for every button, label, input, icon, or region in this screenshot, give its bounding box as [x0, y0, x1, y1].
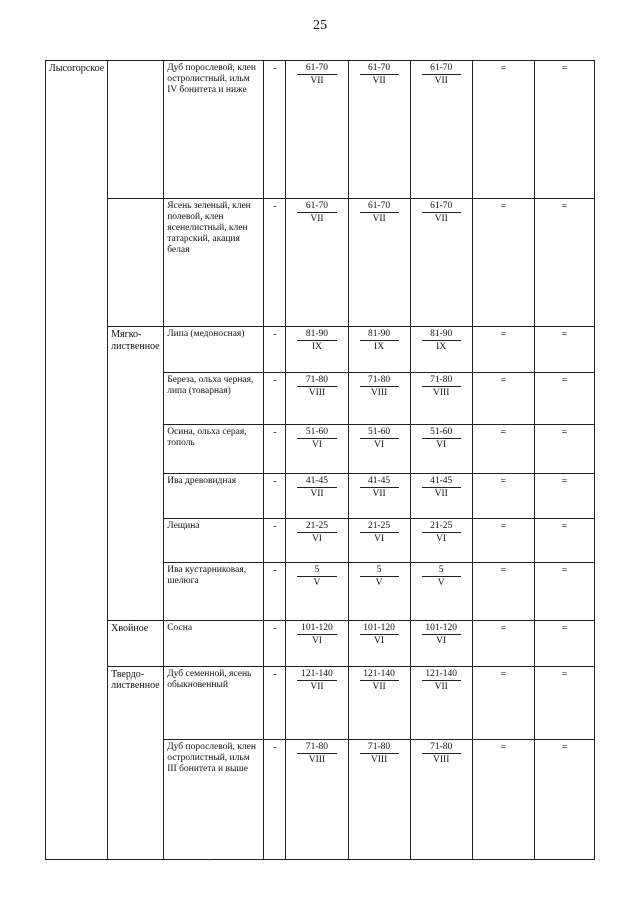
age-range: 61-70: [360, 63, 399, 75]
age-class-cell: [410, 198, 472, 327]
age-class-cell: [348, 198, 410, 327]
zone-cell: Лысогорское: [46, 61, 108, 860]
age-class: V: [437, 577, 445, 588]
ditto-cell: =: [472, 666, 534, 740]
age-range: 5: [297, 565, 336, 577]
age-class: VII: [372, 489, 386, 500]
age-class: IX: [311, 342, 322, 353]
ditto-cell: =: [472, 327, 534, 373]
age-range: 5: [422, 565, 461, 577]
age-range: 61-70: [360, 201, 399, 213]
species-cell: Липа (медоносная): [164, 327, 264, 373]
age-range: 61-70: [297, 63, 336, 75]
age-range: 71-80: [422, 742, 461, 754]
table-frame: [45, 60, 595, 860]
age-class-cell: [410, 621, 472, 667]
ditto-cell: =: [534, 373, 594, 425]
dash-cell: -: [264, 327, 286, 373]
dash-cell: -: [264, 666, 286, 740]
age-class: VII: [372, 681, 386, 692]
age-class: VIII: [433, 755, 450, 766]
table-row: [46, 198, 595, 327]
ditto-cell: =: [534, 474, 594, 518]
group-cell: Твердо-лиственное: [108, 666, 164, 859]
age-class-cell: [348, 621, 410, 667]
age-class: VIII: [308, 388, 326, 399]
age-class-cell: [410, 740, 472, 860]
age-range: 121-140: [360, 669, 399, 681]
age-range: 41-45: [422, 476, 461, 488]
age-class-cell: [286, 518, 348, 562]
age-range: 71-80: [360, 742, 399, 754]
age-range: 81-90: [422, 329, 461, 341]
species-cell: Дуб семенной, ясень обыкновенный: [164, 666, 264, 740]
species-cell: Дуб порослевой, клен остролистный, ильм III бонитета и выше: [164, 740, 264, 860]
age-class-cell: [286, 425, 348, 474]
age-range: 71-80: [297, 375, 336, 387]
age-range: 41-45: [297, 476, 336, 488]
age-class-cell: [348, 425, 410, 474]
species-cell: Сосна: [164, 621, 264, 667]
age-class-cell: [348, 666, 410, 740]
ditto-cell: =: [472, 373, 534, 425]
group-cell: [108, 61, 164, 199]
age-class: VIII: [370, 388, 388, 399]
dash-cell: -: [264, 61, 286, 199]
ditto-cell: =: [472, 198, 534, 327]
age-class-cell: [410, 474, 472, 518]
age-range: 81-90: [297, 329, 336, 341]
age-range: 21-25: [360, 521, 399, 533]
age-class: VII: [310, 213, 324, 224]
age-class-cell: [286, 198, 348, 327]
table-row: [46, 327, 595, 373]
ditto-cell: =: [472, 425, 534, 474]
scan-speck: ·: [208, 856, 211, 865]
species-cell: Лещина: [164, 518, 264, 562]
age-class: VI: [436, 635, 447, 646]
age-class-cell: [348, 61, 410, 199]
age-range: 101-120: [360, 623, 399, 635]
age-class: V: [375, 577, 383, 588]
table-row: [46, 621, 595, 667]
page-number: 25: [313, 18, 327, 33]
age-class: VII: [372, 213, 386, 224]
age-class-cell: [286, 666, 348, 740]
age-class: IX: [374, 342, 385, 353]
ditto-cell: =: [472, 621, 534, 667]
age-class: VI: [436, 533, 447, 544]
ditto-cell: =: [534, 61, 594, 199]
age-range: 51-60: [297, 427, 336, 439]
age-range: 21-25: [297, 521, 336, 533]
age-range: 81-90: [360, 329, 399, 341]
age-class: VII: [434, 489, 448, 500]
ditto-cell: =: [472, 518, 534, 562]
age-class-cell: [348, 327, 410, 373]
dash-cell: -: [264, 474, 286, 518]
age-class-cell: [348, 518, 410, 562]
age-class-cell: [410, 562, 472, 620]
age-class-cell: [410, 518, 472, 562]
age-class-cell: [410, 666, 472, 740]
age-class-cell: [348, 373, 410, 425]
age-range: 121-140: [422, 669, 461, 681]
age-range: 71-80: [360, 375, 399, 387]
dash-cell: -: [264, 425, 286, 474]
age-class: VII: [434, 213, 448, 224]
species-cell: Осина, ольха серая, тополь: [164, 425, 264, 474]
age-range: 101-120: [297, 623, 336, 635]
age-class: VII: [310, 681, 324, 692]
ditto-cell: =: [534, 425, 594, 474]
age-class-cell: [348, 474, 410, 518]
dash-cell: -: [264, 740, 286, 860]
ditto-cell: =: [534, 621, 594, 667]
age-class: IX: [436, 342, 447, 353]
group-cell: Мягко-лиственное: [108, 327, 164, 621]
age-class-cell: [286, 562, 348, 620]
age-range: 101-120: [422, 623, 461, 635]
table-row: [46, 61, 595, 199]
age-range: 61-70: [297, 201, 336, 213]
age-class-cell: [410, 425, 472, 474]
age-class: VII: [434, 681, 448, 692]
species-cell: Ива кустарниковая, шелюга: [164, 562, 264, 620]
age-class-cell: [286, 740, 348, 860]
age-class-cell: [286, 327, 348, 373]
ditto-cell: =: [534, 518, 594, 562]
age-range: 61-70: [422, 201, 461, 213]
dash-cell: -: [264, 621, 286, 667]
age-class: VI: [311, 440, 322, 451]
age-class: VIII: [308, 755, 326, 766]
species-cell: Ива древовидная: [164, 474, 264, 518]
age-class-cell: [286, 474, 348, 518]
age-class: VI: [436, 440, 447, 451]
species-cell: Ясень зеленый, клен полевой, клен ясенелистный, клен татарский, акация белая: [164, 198, 264, 327]
table-row: [46, 666, 595, 740]
age-class: V: [313, 577, 321, 588]
age-class-cell: [286, 621, 348, 667]
age-range: 41-45: [360, 476, 399, 488]
ditto-cell: =: [534, 666, 594, 740]
ditto-cell: =: [534, 740, 594, 860]
dash-cell: -: [264, 373, 286, 425]
ditto-cell: =: [472, 562, 534, 620]
age-class-cell: [348, 740, 410, 860]
age-class-cell: [286, 61, 348, 199]
age-range: 51-60: [360, 427, 399, 439]
cutting-age-table: [45, 60, 595, 860]
species-cell: Береза, ольха черная, липа (товарная): [164, 373, 264, 425]
group-cell: [108, 198, 164, 327]
age-class: VI: [311, 533, 322, 544]
ditto-cell: =: [472, 474, 534, 518]
age-range: 71-80: [422, 375, 461, 387]
age-class-cell: [348, 562, 410, 620]
age-class: VIII: [433, 388, 450, 399]
age-class: VI: [311, 635, 322, 646]
age-class-cell: [410, 61, 472, 199]
scan-speck: ·: [598, 856, 601, 865]
ditto-cell: =: [472, 740, 534, 860]
ditto-cell: =: [472, 61, 534, 199]
ditto-cell: =: [534, 198, 594, 327]
age-class: VI: [374, 635, 385, 646]
ditto-cell: =: [534, 327, 594, 373]
age-class-cell: [286, 373, 348, 425]
age-range: 61-70: [422, 63, 461, 75]
age-class-cell: [410, 327, 472, 373]
species-cell: Дуб порослевой, клен остролистный, ильм IV бонитета и ниже: [164, 61, 264, 199]
age-class: VIII: [370, 755, 388, 766]
age-range: 71-80: [297, 742, 336, 754]
age-class: VI: [374, 533, 385, 544]
age-range: 121-140: [297, 669, 336, 681]
age-class: VII: [310, 489, 324, 500]
age-range: 21-25: [422, 521, 461, 533]
dash-cell: -: [264, 562, 286, 620]
dash-cell: -: [264, 518, 286, 562]
age-class: VII: [310, 75, 324, 86]
ditto-cell: =: [534, 562, 594, 620]
age-range: 5: [360, 565, 399, 577]
age-class: VI: [374, 440, 385, 451]
age-class: VII: [434, 75, 448, 86]
age-class-cell: [410, 373, 472, 425]
age-class: VII: [372, 75, 386, 86]
group-cell: Хвойное: [108, 621, 164, 667]
dash-cell: -: [264, 198, 286, 327]
age-range: 51-60: [422, 427, 461, 439]
